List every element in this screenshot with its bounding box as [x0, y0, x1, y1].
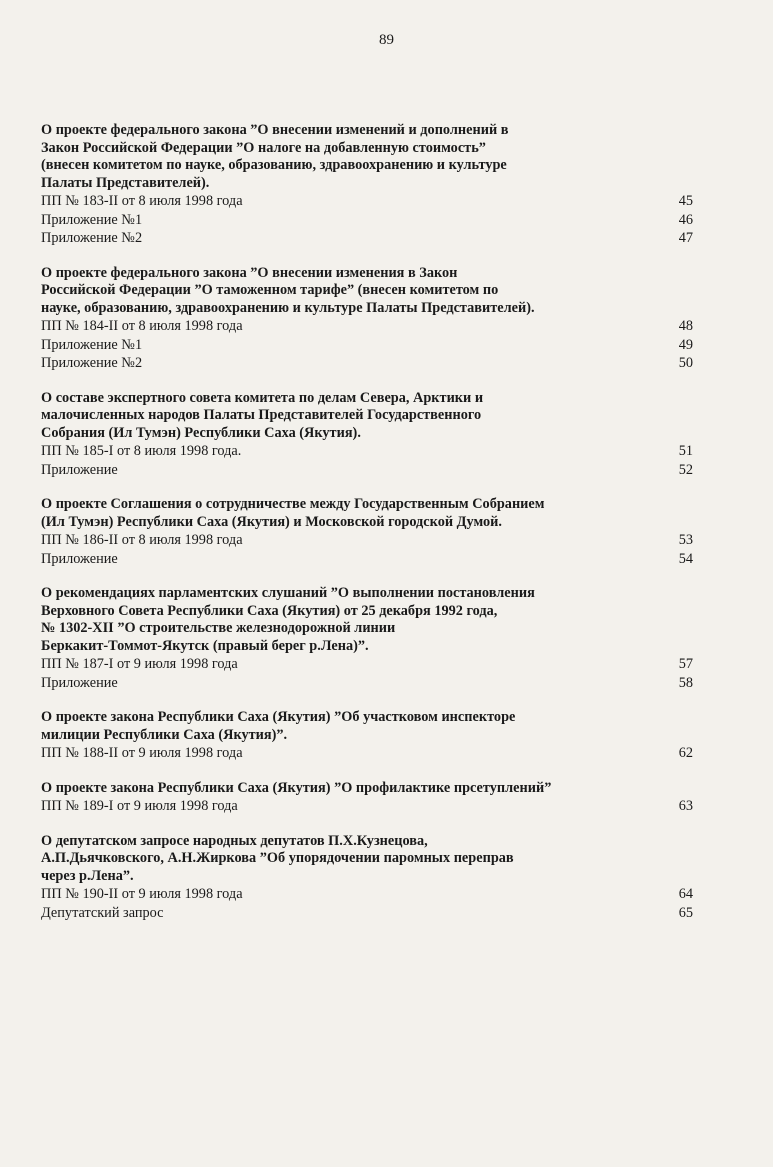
toc-page-number: 48 — [678, 318, 693, 334]
toc-line-text: Приложение — [41, 550, 118, 567]
toc-entry-title: О рекомендациях парламентских слушаний ”О выполнении постановления Верховного Совета Республики Саха (Якутия) от 25 декабря 1992 года, № 1302-XII ”О строительстве железнодорожной линии Беркакит-Томмот-Якутск (правый берег р.Лена)”. — [41, 585, 535, 654]
toc-line-text: Депутатский запрос — [41, 904, 164, 921]
toc-line-text: ПП № 189-I от 9 июля 1998 года — [41, 798, 238, 814]
toc-page-number: 45 — [678, 193, 693, 209]
toc-entry — [41, 265, 693, 373]
toc-page-number: 51 — [678, 443, 693, 459]
toc-line — [41, 885, 693, 904]
toc-line — [41, 229, 693, 248]
toc-line — [41, 904, 693, 923]
toc-line — [41, 797, 693, 816]
toc-page-number: 54 — [678, 550, 693, 567]
toc-line-text: ПП № 190-II от 9 июля 1998 года — [41, 886, 243, 902]
toc-page-number: 62 — [678, 745, 693, 761]
toc-page-number: 65 — [678, 904, 693, 921]
toc-entry — [41, 390, 693, 480]
toc-line-text: Приложение №2 — [41, 355, 143, 371]
toc-entry-title: О проекте федерального закона ”О внесении изменений и дополнений в Закон Российской Федерации ”О налоге на добавленную стоимость” (внесен комитетом по науке, образованию, здравоохранению и культуре Палаты Представителей). — [41, 122, 509, 191]
toc-entry-title: О проекте федерального закона ”О внесении изменения в Закон Российской Федерации ”О таможенном тарифе” (внесен комитетом по науке, образованию, здравоохранению и культуре Палаты Представителей). — [41, 264, 535, 316]
toc-line-text: Приложение — [41, 461, 118, 478]
toc-line — [41, 550, 693, 569]
toc-line — [41, 317, 693, 336]
toc-entry — [41, 833, 693, 923]
toc-entry — [41, 709, 693, 763]
toc-page-number: 63 — [678, 798, 693, 814]
toc-page-number: 58 — [678, 674, 693, 691]
toc-page-number: 46 — [678, 211, 693, 228]
toc-line — [41, 461, 693, 480]
toc-line — [41, 531, 693, 550]
toc-entry-title: О проекте закона Республики Саха (Якутия) ”О профилактике прсетуплений” — [41, 779, 552, 796]
toc-line-text: ПП № 184-II от 8 июля 1998 года — [41, 318, 243, 334]
toc-line — [41, 336, 693, 355]
toc-entry-title: О проекте закона Республики Саха (Якутия) ”Об участковом инспекторе милиции Республики Саха (Якутия)”. — [41, 709, 516, 743]
toc-entry-title: О составе экспертного совета комитета по делам Севера, Арктики и малочисленных народов Палаты Представителей Государственного Собрания (Ил Тумэн) Республики Саха (Якутия). — [41, 389, 484, 441]
toc-line — [41, 744, 693, 763]
toc-line-text: Приложение №1 — [41, 211, 143, 228]
table-of-contents — [41, 122, 693, 939]
toc-line-text: ПП № 183-II от 8 июля 1998 года — [41, 193, 243, 209]
toc-entry — [41, 585, 693, 692]
toc-page-number: 52 — [678, 461, 693, 478]
toc-entry — [41, 122, 693, 248]
toc-line-text: Приложение №1 — [41, 336, 143, 353]
toc-entry-title: О депутатском запросе народных депутатов П.Х.Кузнецова, А.П.Дьячковского, А.Н.Жиркова ”Об упорядочении паромных переправ через р.Лена”. — [41, 832, 514, 884]
toc-line-text: ПП № 188-II от 9 июля 1998 года — [41, 745, 243, 761]
toc-line — [41, 655, 693, 674]
toc-page-number: 50 — [678, 355, 693, 371]
toc-line — [41, 442, 693, 461]
toc-entry — [41, 780, 693, 816]
toc-line-text: Приложение №2 — [41, 230, 143, 246]
toc-entry-title: О проекте Соглашения о сотрудничестве между Государственным Собранием (Ил Тумэн) Республики Саха (Якутия) и Московской городской Думой. — [41, 496, 545, 530]
toc-entry — [41, 496, 693, 568]
toc-page-number: 49 — [678, 336, 693, 353]
toc-line — [41, 192, 693, 211]
toc-line — [41, 354, 693, 373]
toc-page-number: 64 — [678, 886, 693, 902]
toc-line-text: ПП № 187-I от 9 июля 1998 года — [41, 656, 238, 672]
toc-page-number: 57 — [678, 656, 693, 672]
toc-page-number: 53 — [678, 532, 693, 548]
toc-line-text: Приложение — [41, 674, 118, 691]
toc-line — [41, 674, 693, 693]
toc-line-text: ПП № 186-II от 8 июля 1998 года — [41, 532, 243, 548]
toc-page-number: 47 — [678, 230, 693, 246]
toc-line-text: ПП № 185-I от 8 июля 1998 года. — [41, 443, 242, 459]
page-number: 89 — [379, 32, 394, 48]
toc-line — [41, 211, 693, 230]
